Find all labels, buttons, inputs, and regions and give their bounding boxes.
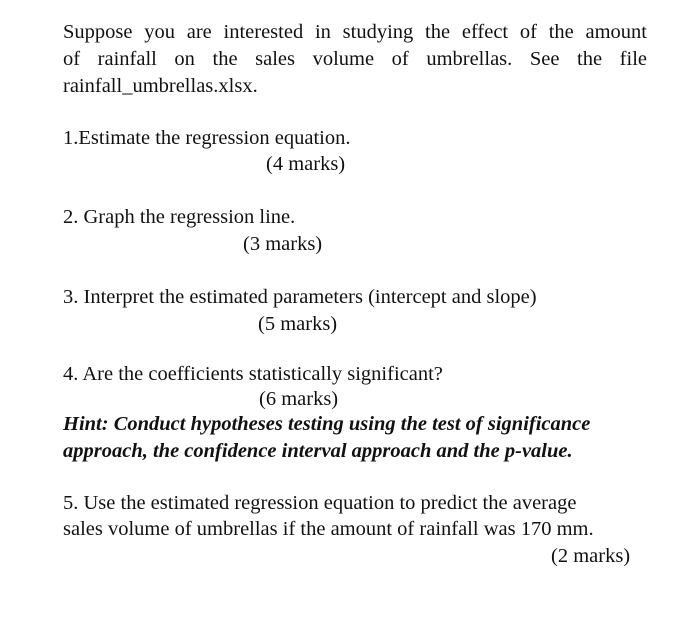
question-1-marks: (4 marks) [266, 153, 346, 175]
question-5-text-line-1: 5. Use the estimated regression equation to predict the average [63, 492, 577, 514]
question-5-marks: (2 marks) [551, 545, 631, 567]
question-4-marks: (6 marks) [259, 388, 339, 410]
question-4-hint-line-2: approach, the confidence interval approach and the p-value. [63, 440, 573, 462]
intro-line-2: of rainfall on the sales volume of umbrellas. See the file [63, 48, 647, 70]
intro-line-3: rainfall_umbrellas.xlsx. [63, 75, 258, 97]
question-2-text: 2. Graph the regression line. [63, 206, 296, 228]
question-5-text-line-2: sales volume of umbrellas if the amount of rainfall was 170 mm. [63, 518, 594, 540]
question-1-text: 1.Estimate the regression equation. [63, 127, 351, 149]
question-2-marks: (3 marks) [243, 233, 323, 255]
intro-line-1: Suppose you are interested in studying the effect of the amount [63, 21, 647, 43]
question-4-text: 4. Are the coefficients statistically significant? [63, 363, 443, 385]
question-3-text: 3. Interpret the estimated parameters (intercept and slope) [63, 286, 537, 308]
question-4-hint-line-1: Hint: Conduct hypotheses testing using the test of significance [63, 413, 591, 435]
question-3-marks: (5 marks) [258, 313, 338, 335]
